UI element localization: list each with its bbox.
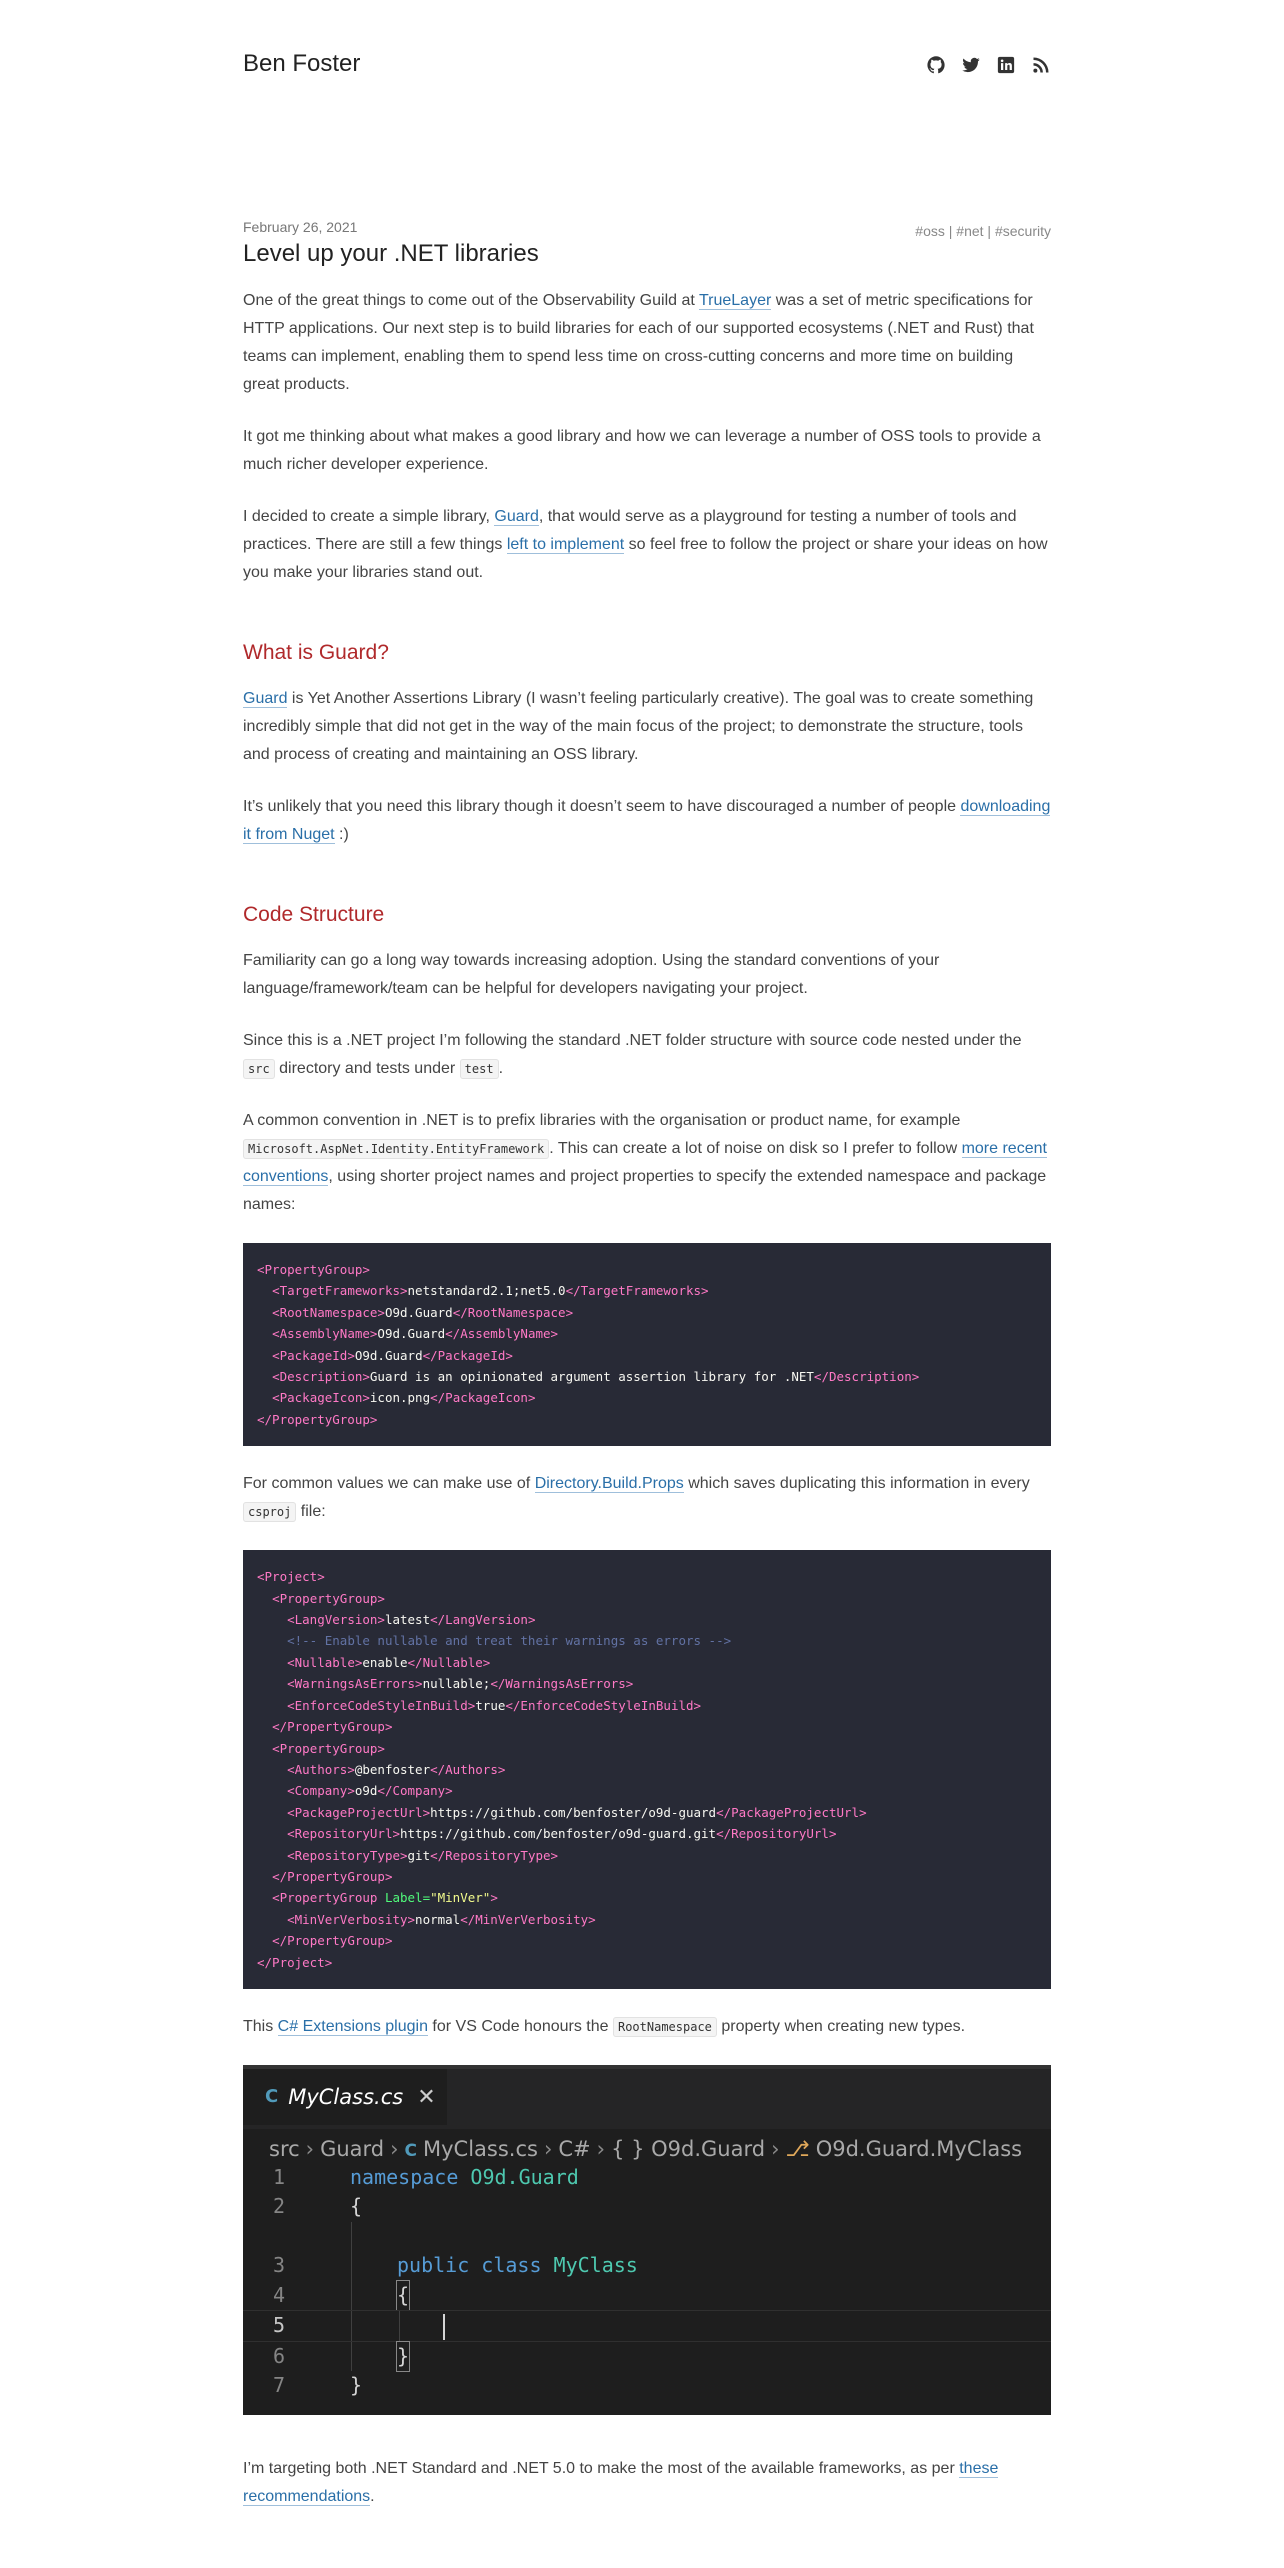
close-icon[interactable]: ✕ bbox=[417, 2083, 436, 2109]
xml-tag: </PropertyGroup> bbox=[272, 1719, 393, 1735]
nuget-link[interactable]: downloading it from Nuget bbox=[243, 798, 1051, 843]
xml-tag: <MinVerVerbosity> bbox=[287, 1911, 416, 1927]
xml-tag: </RepositoryUrl> bbox=[716, 1826, 837, 1842]
breadcrumb-item[interactable]: O9d.Guard.MyClass bbox=[815, 2136, 1023, 2161]
chevron-right-icon: › bbox=[596, 2136, 606, 2161]
code-block-directory-build-props bbox=[243, 1550, 1051, 1989]
paragraph: This C# Extensions plugin for VS Code honours the RootNamespace property when creating new types. bbox=[243, 2017, 966, 2035]
csharp-file-icon: C bbox=[265, 2086, 279, 2108]
code-line: 7 } bbox=[273, 2373, 363, 2398]
xml-tag: </TargetFrameworks> bbox=[565, 1283, 709, 1299]
xml-attr: Label= bbox=[384, 1890, 431, 1906]
tag-link[interactable]: #net bbox=[956, 223, 984, 239]
xml-value: nullable; bbox=[422, 1676, 491, 1692]
tab-label: MyClass.cs bbox=[288, 2084, 404, 2109]
xml-tag: <WarningsAsErrors> bbox=[287, 1676, 423, 1692]
paragraph: One of the great things to come out of the Observability Guild at TrueLayer was a set of metric specifications for HTTP applications. Our next step is to build libraries for each of our supported ecosystems (.NET and Rust) that teams can implement, enabling them to spend less time on cross-cutting concerns and more time on building great products. bbox=[243, 292, 1034, 393]
xml-tag: <RootNamespace> bbox=[272, 1304, 385, 1320]
xml-tag: </AssemblyName> bbox=[445, 1326, 559, 1342]
xml-tag: </MinVerVerbosity> bbox=[460, 1911, 596, 1927]
chevron-right-icon: › bbox=[771, 2136, 780, 2161]
code-line: 3 public class MyClass bbox=[243, 2251, 1051, 2281]
xml-value: https://github.com/benfoster/o9d-guard bbox=[430, 1804, 717, 1820]
xml-tag: <Nullable> bbox=[287, 1654, 363, 1670]
truelayer-link[interactable]: TrueLayer bbox=[698, 292, 772, 309]
xml-tag: </PackageIcon> bbox=[430, 1390, 536, 1406]
paragraph: Familiarity can go a long way towards increasing adoption. Using the standard conventions of your language/framework/team can be helpful for developers navigating your project. bbox=[243, 952, 940, 997]
editor-code[interactable] bbox=[243, 2163, 1051, 2401]
xml-tag: </RepositoryType> bbox=[430, 1847, 559, 1863]
xml-value: O9d.Guard bbox=[377, 1326, 446, 1342]
paragraph: It’s unlikely that you need this library though it doesn’t seem to have discouraged a number of people downloading it from Nuget :) bbox=[243, 798, 1051, 843]
tag-link[interactable]: #oss bbox=[915, 223, 945, 239]
post-date: February 26, 2021 bbox=[243, 219, 358, 235]
xml-value: O9d.Guard bbox=[384, 1304, 453, 1320]
xml-value: o9d bbox=[354, 1783, 378, 1799]
paragraph: A common convention in .NET is to prefix libraries with the organisation or product name, for example Microsoft.AspNet.Identity.EntityFramework . This can create a lot of noise on disk so I prefer to follow more recent conventions, using shorter project names and project properties to specify the extended namespace and package names: bbox=[243, 1112, 1047, 1213]
linkedin-icon[interactable] bbox=[996, 55, 1016, 75]
class-icon: ⎇ bbox=[785, 2136, 810, 2161]
xml-tag: </Nullable> bbox=[407, 1654, 491, 1670]
xml-comment: <!-- Enable nullable and treat their warnings as errors --> bbox=[287, 1633, 732, 1649]
xml-tag: <PackageProjectUrl> bbox=[287, 1804, 431, 1820]
xml-tag: </PackageProjectUrl> bbox=[716, 1804, 867, 1820]
section-heading-code-structure: Code Structure bbox=[243, 903, 385, 926]
code-line: 4 { bbox=[243, 2281, 1051, 2311]
chevron-right-icon: › bbox=[390, 2136, 399, 2161]
xml-tag: <AssemblyName> bbox=[272, 1326, 378, 1342]
breadcrumb-item[interactable]: C# bbox=[558, 2136, 591, 2161]
paragraph: I decided to create a simple library, Guard, that would serve as a playground for testing a number of tools and practices. There are still a few things left to implement so feel free to follow the project or share your ideas on how you make your libraries stand out. bbox=[243, 508, 1048, 581]
xml-tag: </EnforceCodeStyleInBuild> bbox=[505, 1697, 702, 1713]
inline-code: test bbox=[460, 1059, 499, 1079]
xml-tag: <RepositoryType> bbox=[287, 1847, 408, 1863]
xml-tag: <PropertyGroup> bbox=[272, 1590, 385, 1606]
xml-value: O9d.Guard bbox=[354, 1347, 423, 1363]
post-tags: #oss | #net | #security bbox=[915, 223, 1051, 239]
xml-tag: </PropertyGroup> bbox=[257, 1411, 378, 1427]
inline-code: src bbox=[243, 1059, 275, 1079]
xml-tag: <RepositoryUrl> bbox=[287, 1826, 400, 1842]
guard-link[interactable]: Guard bbox=[494, 508, 539, 525]
xml-value: latest bbox=[384, 1612, 431, 1628]
breadcrumb bbox=[269, 2137, 1022, 2161]
xml-tag: </Project> bbox=[257, 1954, 333, 1970]
xml-tag: <TargetFrameworks> bbox=[272, 1283, 408, 1299]
breadcrumb-item[interactable]: { } O9d.Guard bbox=[611, 2136, 766, 2161]
site-header bbox=[243, 50, 1051, 80]
post-meta bbox=[243, 219, 1051, 239]
site-name-link[interactable]: Ben Foster bbox=[243, 50, 361, 77]
csharp-extensions-link[interactable]: C# Extensions plugin bbox=[277, 2017, 428, 2035]
xml-tag: <Authors> bbox=[287, 1761, 355, 1777]
xml-tag: </LangVersion> bbox=[430, 1612, 536, 1628]
xml-tag: </PackageId> bbox=[422, 1347, 513, 1363]
xml-tag: </PropertyGroup> bbox=[272, 1933, 393, 1949]
directory-build-props-link[interactable]: Directory.Build.Props bbox=[534, 1475, 684, 1493]
breadcrumb-item[interactable]: Guard bbox=[320, 2136, 385, 2161]
xml-value: netstandard2.1;net5.0 bbox=[407, 1283, 566, 1299]
guard-link[interactable]: Guard bbox=[243, 690, 288, 707]
text-cursor bbox=[443, 2314, 445, 2340]
section-heading-what-is-guard: What is Guard? bbox=[243, 641, 389, 664]
code-line: 1 namespace O9d.Guard bbox=[273, 2164, 579, 2189]
recent-conventions-link[interactable]: more recent conventions bbox=[243, 1140, 1047, 1185]
xml-tag: <PropertyGroup bbox=[272, 1890, 385, 1906]
xml-tag: <EnforceCodeStyleInBuild> bbox=[287, 1697, 476, 1713]
xml-value: true bbox=[475, 1697, 506, 1713]
xml-tag: <PropertyGroup> bbox=[272, 1740, 385, 1756]
inline-code: csproj bbox=[243, 1502, 296, 1522]
xml-value: @benfoster bbox=[354, 1761, 431, 1777]
code-line-active: 5 bbox=[243, 2310, 1051, 2342]
rss-icon[interactable] bbox=[1031, 55, 1051, 75]
editor-tab[interactable] bbox=[243, 2069, 447, 2125]
post-title: Level up your .NET libraries bbox=[243, 240, 539, 267]
social-links bbox=[926, 55, 1051, 75]
xml-tag: </Description> bbox=[813, 1369, 920, 1385]
xml-tag: > bbox=[490, 1890, 498, 1906]
inline-code: RootNamespace bbox=[613, 2017, 717, 2037]
breadcrumb-item[interactable]: MyClass.cs bbox=[423, 2136, 538, 2161]
xml-tag: <PackageId> bbox=[272, 1347, 355, 1363]
tag-link[interactable]: #security bbox=[994, 223, 1051, 239]
xml-tag: </PropertyGroup> bbox=[272, 1868, 393, 1884]
paragraph: Since this is a .NET project I’m following the standard .NET folder structure with source code nested under the src directory and tests under test . bbox=[243, 1032, 1022, 1077]
chevron-right-icon: › bbox=[543, 2136, 553, 2161]
paragraph: Guard is Yet Another Assertions Library (I wasn’t feeling particularly creative). The goal was to create something incredibly simple that did not get in the way of the main focus of the project; to demonstrate the structure, tools and process of creating and maintaining an OSS library. bbox=[243, 690, 1034, 763]
code-block-csproj bbox=[243, 1243, 1051, 1446]
xml-tag: </Company> bbox=[377, 1783, 453, 1799]
vscode-screenshot bbox=[243, 2065, 1051, 2415]
xml-tag: <Company> bbox=[287, 1783, 355, 1799]
xml-tag: </RootNamespace> bbox=[452, 1304, 574, 1320]
xml-attr-value: "MinVer" bbox=[430, 1890, 491, 1906]
xml-value: enable bbox=[362, 1654, 408, 1670]
breadcrumb-item[interactable]: src bbox=[269, 2136, 300, 2161]
inline-code: Microsoft.AspNet.Identity.EntityFramework bbox=[243, 1139, 549, 1159]
twitter-icon[interactable] bbox=[961, 55, 981, 75]
editor-tab-bar bbox=[243, 2065, 1051, 2129]
code-line: 6 } bbox=[243, 2342, 1051, 2372]
xml-tag: </WarningsAsErrors> bbox=[490, 1676, 634, 1692]
xml-tag: <PropertyGroup> bbox=[257, 1262, 370, 1277]
xml-value: https://github.com/benfoster/o9d-guard.git bbox=[400, 1826, 717, 1842]
csharp-file-icon: C bbox=[404, 2140, 418, 2161]
post-content bbox=[243, 287, 1051, 2535]
xml-tag: <Project> bbox=[257, 1569, 325, 1585]
left-to-implement-link[interactable]: left to implement bbox=[506, 536, 625, 553]
chevron-right-icon: › bbox=[305, 2136, 315, 2161]
xml-tag: <Description> bbox=[272, 1369, 370, 1385]
code-line: 2 { bbox=[273, 2194, 363, 2219]
xml-value: git bbox=[407, 1847, 431, 1863]
xml-tag: <PackageIcon> bbox=[272, 1390, 370, 1406]
xml-value: icon.png bbox=[369, 1390, 431, 1406]
xml-tag: <LangVersion> bbox=[287, 1612, 385, 1628]
recommendations-link[interactable]: these recommendations bbox=[243, 2459, 999, 2505]
xml-value: normal bbox=[415, 1911, 461, 1927]
github-icon[interactable] bbox=[926, 55, 946, 75]
code-line bbox=[243, 2222, 1051, 2252]
xml-value: Guard is an opinionated argument assertion library for .NET bbox=[369, 1369, 814, 1385]
xml-tag: </Authors> bbox=[430, 1761, 506, 1777]
paragraph: It got me thinking about what makes a good library and how we can leverage a number of OSS tools to provide a much richer developer experience. bbox=[243, 428, 1041, 473]
paragraph: For common values we can make use of Directory.Build.Props which saves duplicating this information in every csproj file: bbox=[243, 1475, 1030, 1521]
paragraph: I’m targeting both .NET Standard and .NET 5.0 to make the most of the available frameworks, as per these recommendations. bbox=[243, 2459, 999, 2505]
